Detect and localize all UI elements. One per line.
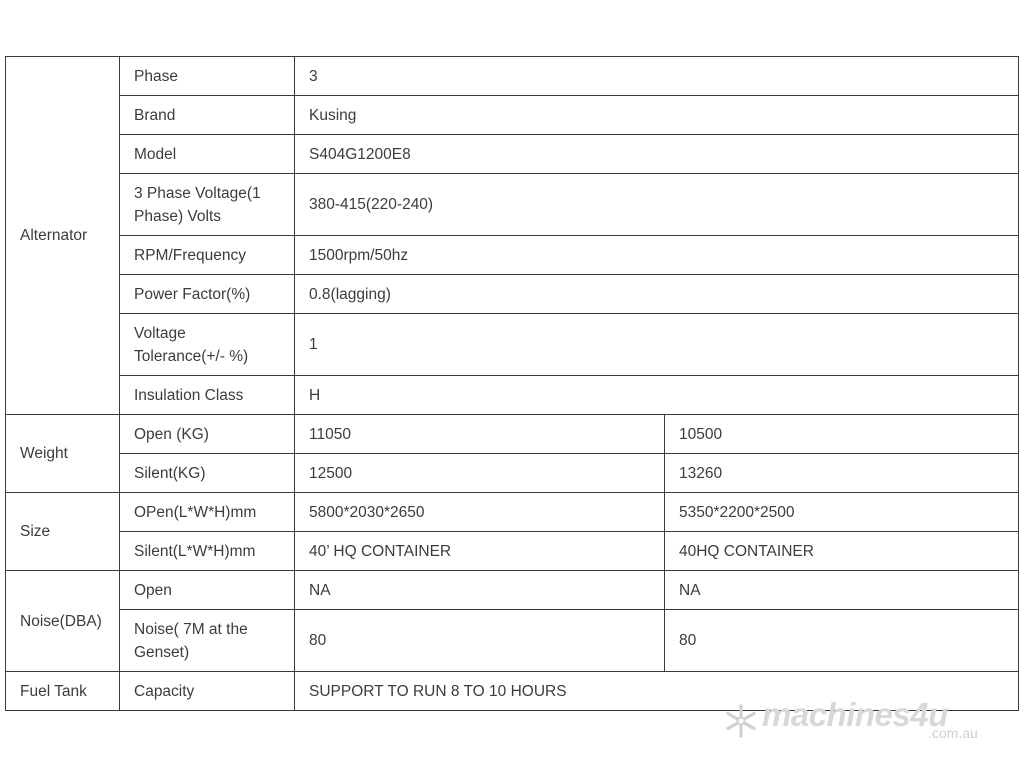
- table-row: [6, 96, 1019, 135]
- spec-value: H: [295, 376, 1019, 415]
- spec-value-2: 5350*2200*2500: [665, 493, 1019, 532]
- spec-value-2: 10500: [665, 415, 1019, 454]
- spec-value-2: 13260: [665, 454, 1019, 493]
- spec-label: Open: [120, 571, 295, 610]
- table-row: [6, 493, 1019, 532]
- table-row: [6, 571, 1019, 610]
- table-row: [6, 415, 1019, 454]
- group-weight: Weight: [6, 415, 120, 493]
- watermark-logo: [722, 696, 992, 744]
- group-noise: Noise(DBA): [6, 571, 120, 672]
- table-row: [6, 57, 1019, 96]
- group-alternator: Alternator: [6, 57, 120, 415]
- spec-label: Capacity: [120, 672, 295, 711]
- watermark-subtext: .com.au: [928, 725, 978, 741]
- spec-label: Silent(KG): [120, 454, 295, 493]
- spec-value: 380-415(220-240): [295, 174, 1019, 236]
- spec-value: 3: [295, 57, 1019, 96]
- spec-table: [5, 56, 1019, 711]
- spec-label: RPM/Frequency: [120, 236, 295, 275]
- table-row: [6, 454, 1019, 493]
- spec-label: Brand: [120, 96, 295, 135]
- table-row: [6, 174, 1019, 236]
- spec-value: 0.8(lagging): [295, 275, 1019, 314]
- spec-value-2: 40HQ CONTAINER: [665, 532, 1019, 571]
- spec-value-2: 80: [665, 610, 1019, 672]
- spec-label: Open (KG): [120, 415, 295, 454]
- spec-value: S404G1200E8: [295, 135, 1019, 174]
- spec-label: 3 Phase Voltage(1 Phase) Volts: [120, 174, 295, 236]
- spec-label: Noise( 7M at the Genset): [120, 610, 295, 672]
- table-row: [6, 376, 1019, 415]
- spec-value: 1500rpm/50hz: [295, 236, 1019, 275]
- spec-label: Silent(L*W*H)mm: [120, 532, 295, 571]
- table-row: [6, 135, 1019, 174]
- spec-label: Phase: [120, 57, 295, 96]
- table-row: [6, 532, 1019, 571]
- table-row: [6, 610, 1019, 672]
- spec-label: OPen(L*W*H)mm: [120, 493, 295, 532]
- group-fuel-tank: Fuel Tank: [6, 672, 120, 711]
- table-row: [6, 275, 1019, 314]
- spec-value-2: NA: [665, 571, 1019, 610]
- watermark-text: machines4u: [762, 696, 948, 733]
- spec-value-1: NA: [295, 571, 665, 610]
- spec-label: Voltage Tolerance(+/- %): [120, 314, 295, 376]
- spec-value-1: 11050: [295, 415, 665, 454]
- spec-value-1: 12500: [295, 454, 665, 493]
- snowflake-icon: [722, 702, 760, 740]
- spec-label: Insulation Class: [120, 376, 295, 415]
- spec-value-1: 40’ HQ CONTAINER: [295, 532, 665, 571]
- spec-value: 1: [295, 314, 1019, 376]
- group-size: Size: [6, 493, 120, 571]
- spec-value: Kusing: [295, 96, 1019, 135]
- table-row: [6, 236, 1019, 275]
- spec-label: Power Factor(%): [120, 275, 295, 314]
- spec-value-1: 80: [295, 610, 665, 672]
- spec-value: SUPPORT TO RUN 8 TO 10 HOURS: [295, 672, 1019, 711]
- spec-value-1: 5800*2030*2650: [295, 493, 665, 532]
- spec-label: Model: [120, 135, 295, 174]
- table-row: [6, 314, 1019, 376]
